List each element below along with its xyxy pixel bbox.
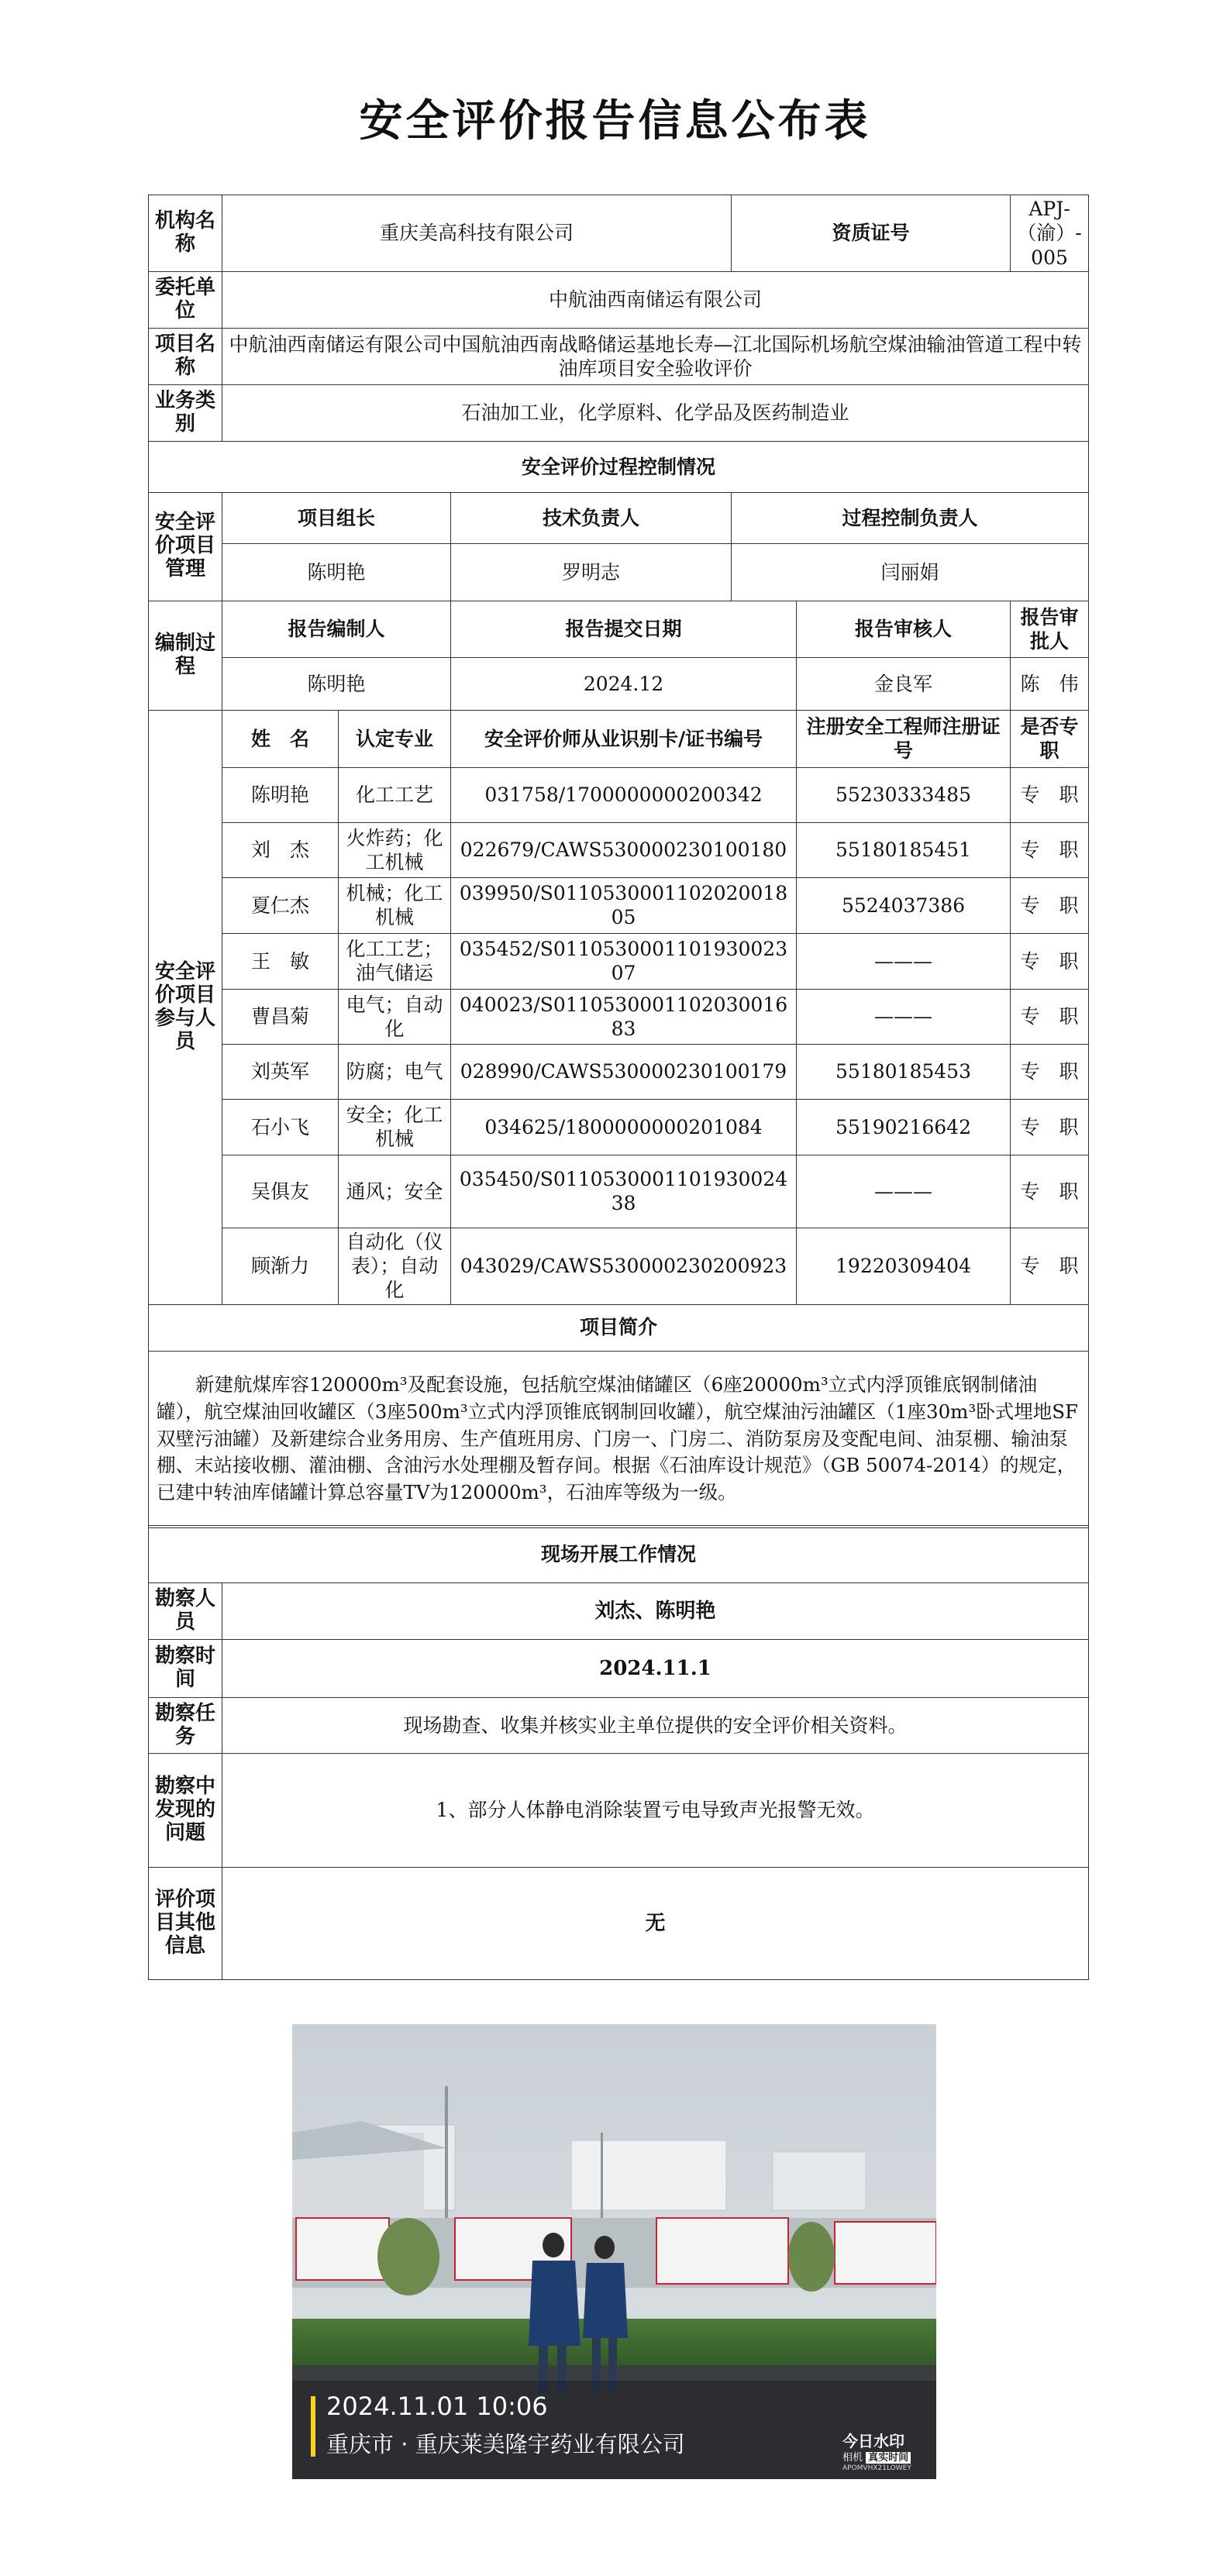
site-work-table (148, 1525, 1089, 1980)
participant-name: 吴俱友 (222, 1155, 339, 1228)
timestamp-bar (311, 2396, 315, 2457)
participant-row (149, 933, 1089, 989)
participant-name: 顾渐力 (222, 1228, 339, 1304)
participant-card: 034625/1800000000201084 (451, 1099, 797, 1155)
site-value-staff: 刘杰、陈明艳 (222, 1583, 1089, 1640)
project-name: 中航油西南储运有限公司中国航油西南战略储运基地长寿—江北国际机场航空煤油输油管道工程中转油库项目安全验收评价 (222, 328, 1089, 384)
report-info-table (148, 195, 1089, 1528)
participant-card: 039950/S011053000110202001805 (451, 877, 797, 933)
participant-card: 035452/S011053000110193002307 (451, 933, 797, 989)
compile-author: 陈明艳 (222, 657, 451, 710)
site-value-task: 现场勘查、收集并核实业主单位提供的安全评价相关资料。 (222, 1698, 1089, 1754)
business-label: 业务类别 (149, 384, 222, 441)
participant-row (149, 1099, 1089, 1155)
site-value-other: 无 (222, 1868, 1089, 1980)
participant-fulltime: 专 职 (1011, 933, 1089, 989)
mgmt-header-leader: 项目组长 (222, 492, 451, 543)
participant-reg: 55230333485 (797, 767, 1011, 822)
participant-major: 自动化（仪表）；自动化 (339, 1228, 451, 1304)
compile-date: 2024.12 (451, 657, 797, 710)
process-heading: 安全评价过程控制情况 (149, 441, 1089, 492)
participant-major: 化工工艺；油气储运 (339, 933, 451, 989)
participants-header-reg: 注册安全工程师注册证号 (797, 710, 1011, 767)
participant-reg: 55180185453 (797, 1044, 1011, 1099)
intro-heading: 项目简介 (149, 1304, 1089, 1351)
watermark-sub-label: 相机 (842, 2452, 863, 2464)
participant-card: 035450/S011053000110193002438 (451, 1155, 797, 1228)
participant-row (149, 1155, 1089, 1228)
client-name: 中航油西南储运有限公司 (222, 271, 1089, 328)
participants-header-major: 认定专业 (339, 710, 451, 767)
mgmt-process: 闫丽娟 (732, 543, 1089, 601)
participant-row (149, 877, 1089, 933)
compile-reviewer: 金良军 (797, 657, 1011, 710)
compile-label: 编制过程 (149, 601, 222, 710)
watermark-tag: 真实时间 (866, 2452, 911, 2464)
project-label: 项目名称 (149, 328, 222, 384)
site-label-other: 评价项目其他信息 (149, 1868, 222, 1980)
participants-label: 安全评价项目参与人员 (149, 710, 222, 1304)
participant-fulltime: 专 职 (1011, 822, 1089, 877)
participant-card: 028990/CAWS530000230100179 (451, 1044, 797, 1099)
participant-name: 陈明艳 (222, 767, 339, 822)
compile-header-approver: 报告审批人 (1011, 601, 1089, 657)
participant-row (149, 1228, 1089, 1304)
participant-name: 王 敏 (222, 933, 339, 989)
participant-reg: 55190216642 (797, 1099, 1011, 1155)
participant-major: 化工工艺 (339, 767, 451, 822)
participant-reg: 19220309404 (797, 1228, 1011, 1304)
participant-card: 040023/S011053000110203001683 (451, 989, 797, 1044)
participant-row (149, 1044, 1089, 1099)
site-label-task: 勘察任务 (149, 1698, 222, 1754)
compile-header-reviewer: 报告审核人 (797, 601, 1011, 657)
compile-header-author: 报告编制人 (222, 601, 451, 657)
participant-major: 火炸药；化工机械 (339, 822, 451, 877)
participant-reg: 5524037386 (797, 877, 1011, 933)
participant-reg: ——— (797, 933, 1011, 989)
mgmt-header-process: 过程控制负责人 (732, 492, 1089, 543)
client-label: 委托单位 (149, 271, 222, 328)
participant-reg: ——— (797, 989, 1011, 1044)
compile-header-date: 报告提交日期 (451, 601, 797, 657)
cert-value-cell: APJ-（渝）-005 (1011, 195, 1089, 272)
org-label: 机构名称 (149, 195, 222, 272)
org-name: 重庆美高科技有限公司 (222, 195, 732, 272)
participant-major: 安全；化工机械 (339, 1099, 451, 1155)
participant-reg: ——— (797, 1155, 1011, 1228)
compile-approver: 陈 伟 (1011, 657, 1089, 710)
site-label-time: 勘察时间 (149, 1640, 222, 1698)
site-value-time: 2024.11.1 (222, 1640, 1089, 1698)
watermark-sub (842, 2449, 911, 2464)
participant-fulltime: 专 职 (1011, 1044, 1089, 1099)
cert-label: 资质证号 (732, 195, 1011, 272)
business-category: 石油加工业，化学原料、化学品及医药制造业 (222, 384, 1089, 441)
participant-fulltime: 专 职 (1011, 1155, 1089, 1228)
watermark-code: APOMVHX21LOWEY (842, 2464, 911, 2472)
participant-name: 刘英军 (222, 1044, 339, 1099)
participant-fulltime: 专 职 (1011, 989, 1089, 1044)
site-heading: 现场开展工作情况 (149, 1526, 1089, 1583)
participant-row (149, 989, 1089, 1044)
mgmt-header-tech: 技术负责人 (451, 492, 732, 543)
participant-card: 022679/CAWS530000230100180 (451, 822, 797, 877)
participant-card: 031758/1700000000200342 (451, 767, 797, 822)
participant-row (149, 767, 1089, 822)
participants-header-name: 姓 名 (222, 710, 339, 767)
participant-name: 夏仁杰 (222, 877, 339, 933)
participant-name: 刘 杰 (222, 822, 339, 877)
photo-location: 重庆市 · 重庆莱美隆宇药业有限公司 (326, 2431, 685, 2457)
site-label-staff: 勘察人员 (149, 1583, 222, 1640)
participant-name: 石小飞 (222, 1099, 339, 1155)
site-label-issues: 勘察中发现的问题 (149, 1754, 222, 1868)
participant-fulltime: 专 职 (1011, 877, 1089, 933)
participants-header-fulltime: 是否专职 (1011, 710, 1089, 767)
participant-major: 通风；安全 (339, 1155, 451, 1228)
participant-fulltime: 专 职 (1011, 767, 1089, 822)
management-label: 安全评价项目管理 (149, 492, 222, 601)
watermark-title: 今日水印 (842, 2432, 904, 2450)
site-value-issues: 1、部分人体静电消除装置亏电导致声光报警无效。 (222, 1754, 1089, 1868)
participants-header-card: 安全评价师从业识别卡/证书编号 (451, 710, 797, 767)
participant-row (149, 822, 1089, 877)
participant-major: 机械；化工机械 (339, 877, 451, 933)
participant-reg: 55180185451 (797, 822, 1011, 877)
mgmt-leader: 陈明艳 (222, 543, 451, 601)
participant-fulltime: 专 职 (1011, 1099, 1089, 1155)
participant-major: 防腐；电气 (339, 1044, 451, 1099)
mgmt-tech: 罗明志 (451, 543, 732, 601)
photo-timestamp: 2024.11.01 10:06 (326, 2392, 548, 2421)
participant-name: 曹昌菊 (222, 989, 339, 1044)
page-title: 安全评价报告信息公布表 (359, 95, 871, 146)
participant-major: 电气；自动化 (339, 989, 451, 1044)
site-photo (292, 2024, 936, 2479)
participant-card: 043029/CAWS530000230200923 (451, 1228, 797, 1304)
participant-fulltime: 专 职 (1011, 1228, 1089, 1304)
intro-text: 新建航煤库容120000m³及配套设施，包括航空煤油储罐区（6座20000m³立式内浮顶锥底钢制储油罐），航空煤油回收罐区（3座500m³立式内浮顶锥底钢制回收罐），航空煤油污油罐区（1座30m³卧式埋地SF双壁污油罐）及新建综合业务用房、生产值班用房、门房一、门房二、消防泵房及变配电间、油泵棚、输油泵棚、末站接收棚、灌油棚、含油污水处理棚及暂存间。根据《石油库设计规范》（GB 50074-2014）的规定，已建中转油库储罐计算总容量TV为120000m³，石油库等级为一级。 (149, 1351, 1089, 1527)
